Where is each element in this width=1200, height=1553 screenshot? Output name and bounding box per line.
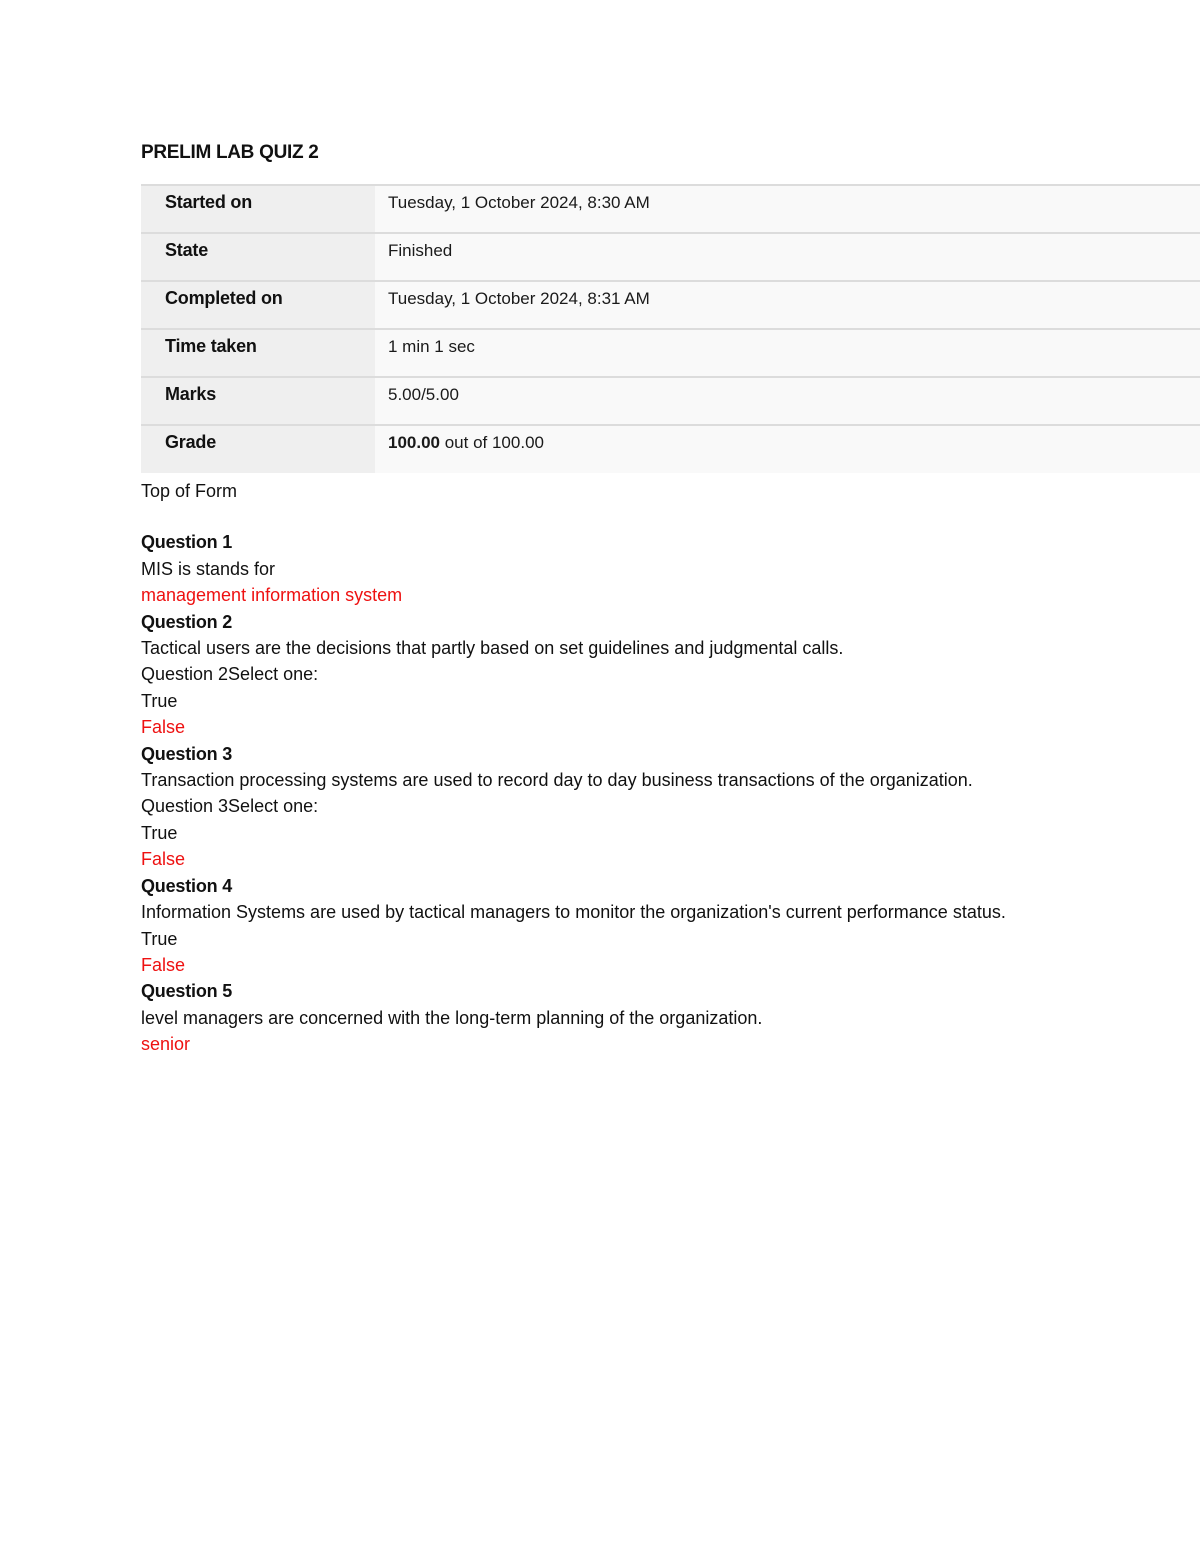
question-text: Tactical users are the decisions that partly based on set guidelines and judgmental calls. [141, 638, 844, 659]
question-answer: False [141, 954, 186, 975]
question-text: level managers are concerned with the long-term planning of the organization. [141, 1007, 763, 1028]
question-heading: Question 3 [141, 743, 233, 764]
summary-label: Started on [141, 185, 375, 233]
question-option: True [141, 822, 178, 843]
question-text: MIS is stands for [141, 558, 276, 579]
question-option: True [141, 690, 178, 711]
attempt-summary-table [141, 184, 1200, 473]
question-text: Transaction processing systems are used to record day to day business transactions of the organization. [141, 770, 973, 791]
question-heading: Question 1 [141, 532, 233, 553]
summary-row-grade [141, 425, 1200, 473]
quiz-review [141, 478, 1141, 1058]
top-of-form-marker: Top of Form [141, 481, 238, 501]
question-prompt: Question 3Select one: [141, 796, 319, 817]
summary-label: Grade [141, 425, 375, 473]
summary-value: 1 min 1 sec [375, 329, 1200, 377]
summary-row-started [141, 185, 1200, 233]
question-answer: False [141, 849, 186, 870]
grade-out-of: out of 100.00 [440, 433, 544, 452]
spacer [141, 504, 1141, 529]
question-heading: Question 5 [141, 981, 233, 1002]
question-heading: Question 2 [141, 611, 233, 632]
summary-value: Finished [375, 233, 1200, 281]
question-option: True [141, 928, 178, 949]
summary-value: Tuesday, 1 October 2024, 8:30 AM [375, 185, 1200, 233]
summary-row-marks [141, 377, 1200, 425]
summary-value: Tuesday, 1 October 2024, 8:31 AM [375, 281, 1200, 329]
summary-row-time-taken [141, 329, 1200, 377]
summary-label: Marks [141, 377, 375, 425]
question-prompt: Question 2Select one: [141, 664, 319, 685]
summary-value: 5.00/5.00 [375, 377, 1200, 425]
question-answer: False [141, 717, 186, 738]
summary-label: Time taken [141, 329, 375, 377]
grade-score: 100.00 [388, 433, 440, 452]
question-answer: senior [141, 1034, 191, 1055]
summary-value [375, 425, 1200, 473]
summary-label: Completed on [141, 281, 375, 329]
question-text: Information Systems are used by tactical managers to monitor the organization's current performance status. [141, 902, 1006, 923]
summary-label: State [141, 233, 375, 281]
question-answer: management information system [141, 585, 403, 606]
summary-row-completed [141, 281, 1200, 329]
summary-row-state [141, 233, 1200, 281]
question-heading: Question 4 [141, 875, 233, 896]
document-title: PRELIM LAB QUIZ 2 [141, 142, 319, 163]
